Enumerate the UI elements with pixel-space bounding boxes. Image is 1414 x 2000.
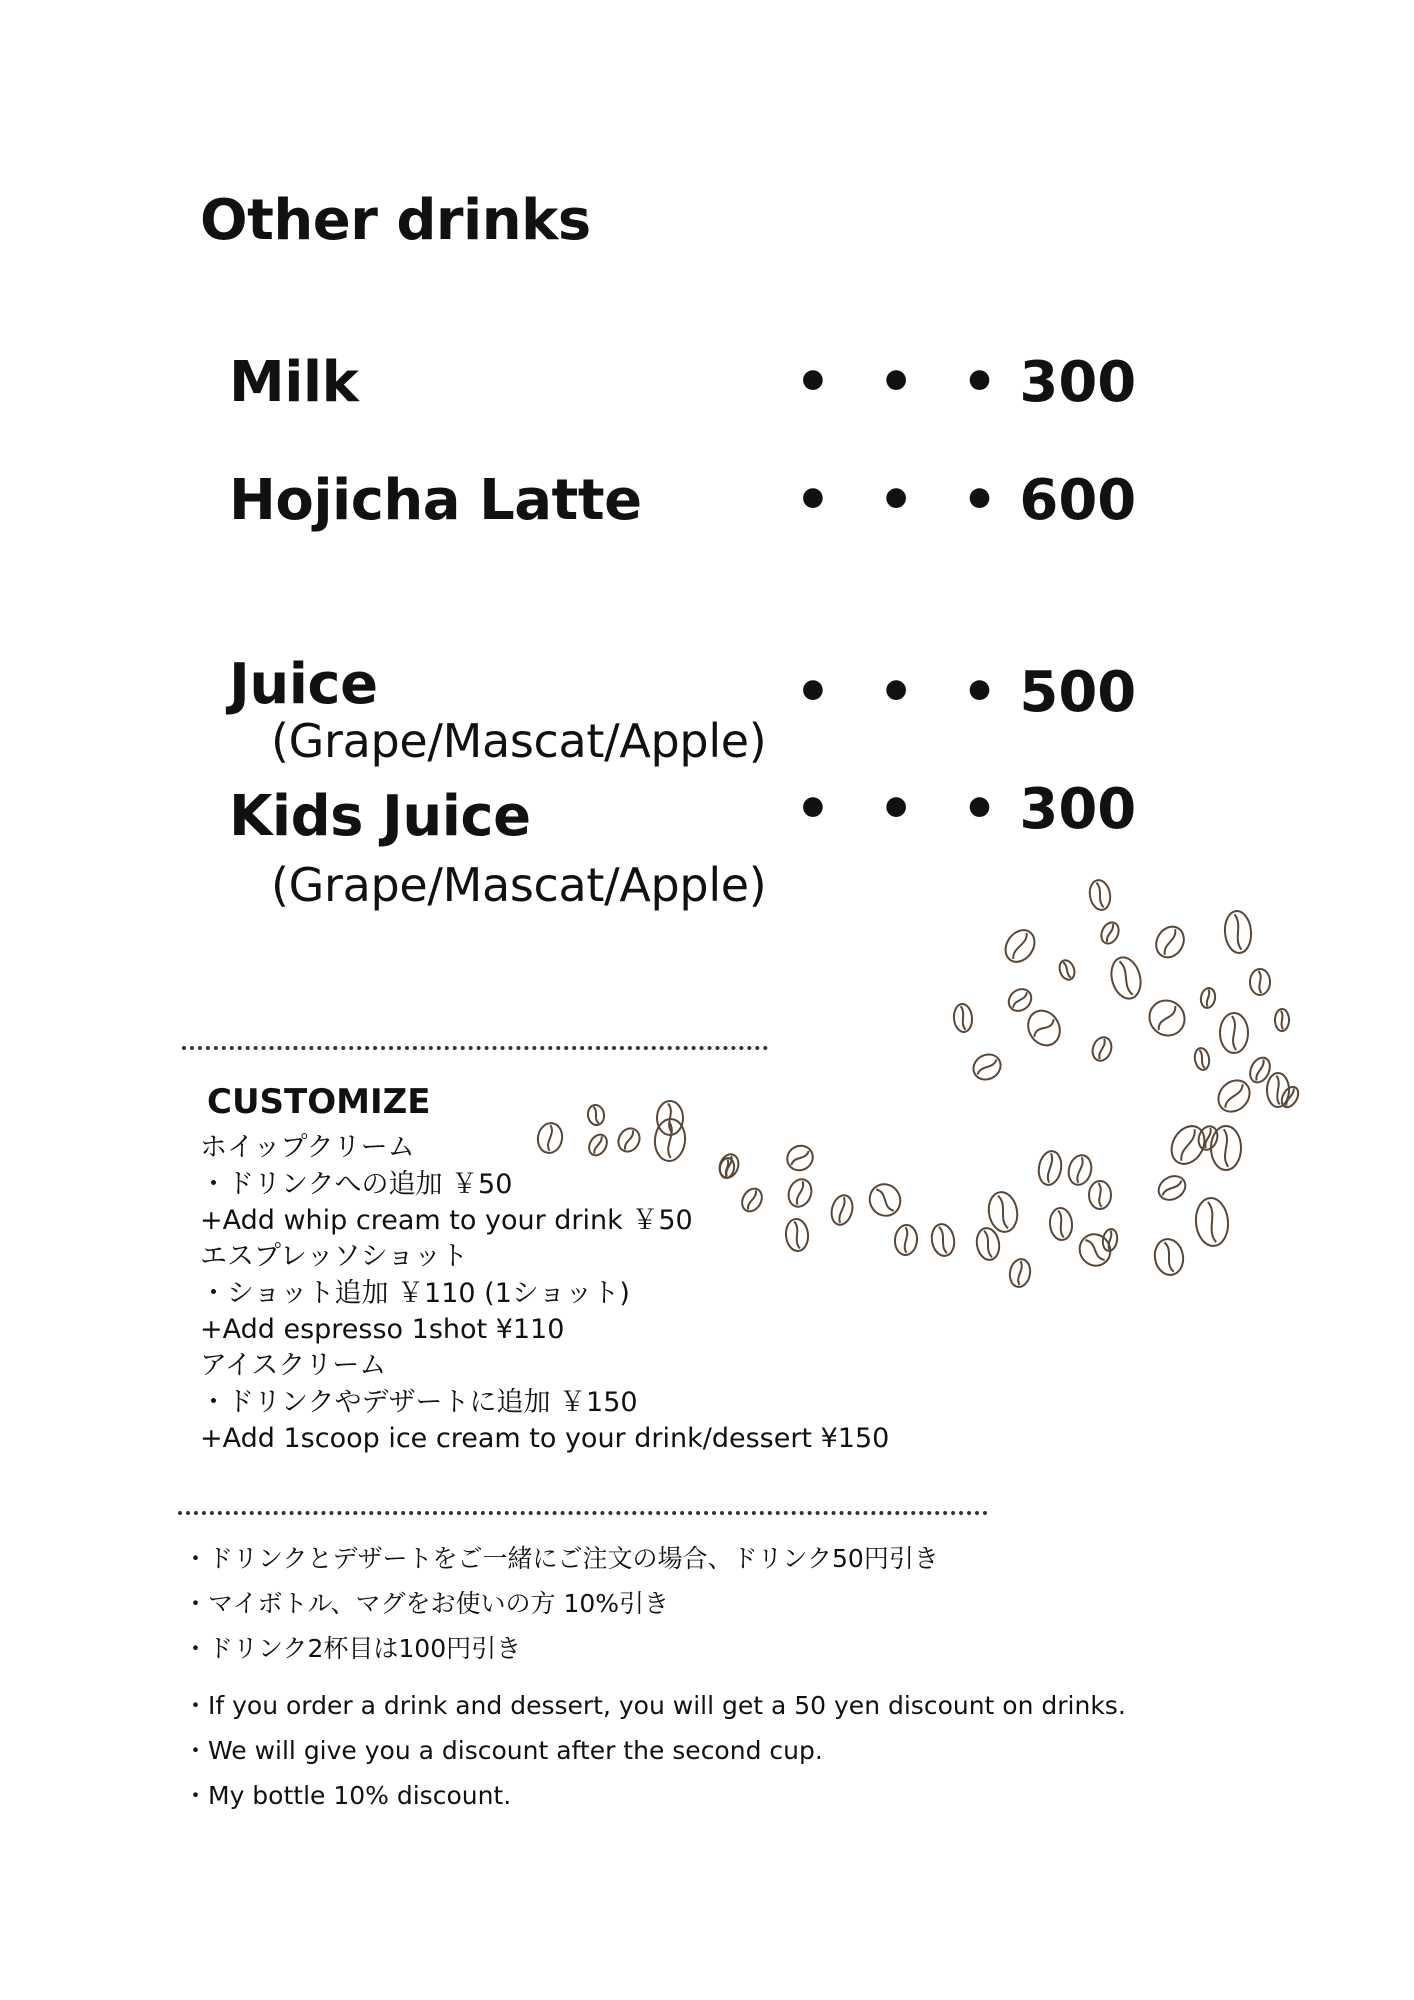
price-leader-dots: • • • — [795, 350, 1012, 415]
coffee-bean-icon — [1008, 1257, 1033, 1288]
coffee-bean-icon — [1195, 1124, 1220, 1153]
coffee-bean-icon — [1211, 1126, 1241, 1170]
menu-item-name: Kids Juice — [229, 784, 531, 849]
coffee-bean-icon — [1057, 958, 1077, 982]
menu-item-subtitle: (Grape/Mascat/Apple) — [271, 714, 767, 768]
discount-note-en: ・If you order a drink and dessert, you will get a 50 yen discount on drinks. — [183, 1691, 1126, 1720]
coffee-bean-icon — [1220, 1013, 1248, 1053]
coffee-bean-icon — [653, 1118, 687, 1162]
customize-line: +Add whip cream to your drink ￥50 — [200, 1205, 693, 1236]
customize-line: アイスクリーム — [200, 1350, 387, 1381]
page-title: Other drinks — [200, 188, 591, 253]
customize-line: +Add espresso 1shot ¥110 — [200, 1314, 565, 1345]
coffee-bean-icon — [1151, 922, 1190, 963]
coffee-bean-icon — [1065, 1153, 1094, 1188]
coffee-bean-icon — [953, 1003, 973, 1032]
coffee-bean-icon — [718, 1157, 735, 1179]
coffee-bean-icon — [1004, 985, 1035, 1016]
coffee-bean-icon — [1142, 993, 1191, 1042]
coffee-bean-icon — [1101, 1228, 1119, 1252]
price-value: 300 — [1019, 350, 1137, 415]
coffee-bean-icon — [1165, 1120, 1211, 1170]
coffee-bean-icon — [1194, 1197, 1230, 1248]
coffee-bean-icon — [1036, 1149, 1064, 1186]
coffee-bean-icon — [536, 1121, 565, 1155]
coffee-bean-icon — [1275, 1009, 1289, 1031]
dotted-divider — [178, 1511, 988, 1515]
coffee-bean-icon — [783, 1141, 818, 1175]
coffee-bean-icon — [1152, 1237, 1186, 1277]
coffee-bean-icon — [1193, 1047, 1211, 1071]
coffee-bean-icon — [738, 1185, 766, 1215]
coffee-bean-icon — [828, 1193, 855, 1227]
coffee-bean-icon — [1246, 1054, 1273, 1085]
coffee-bean-icon — [716, 1152, 741, 1181]
customize-line: エスプレッソショット — [200, 1241, 469, 1272]
coffee-bean-icon — [586, 1104, 605, 1126]
customize-line: ・ドリンクへの追加 ￥50 — [200, 1169, 513, 1200]
menu-item-price — [795, 660, 1136, 725]
coffee-bean-icon — [1223, 910, 1253, 954]
menu-item-price — [795, 468, 1136, 533]
coffee-bean-icon — [614, 1125, 643, 1156]
customize-line: +Add 1scoop ice cream to your drink/dessert ¥150 — [200, 1423, 890, 1454]
discount-note-jp: ・ドリンク2杯目は100円引き — [183, 1634, 522, 1663]
customize-heading: CUSTOMIZE — [207, 1082, 431, 1122]
coffee-bean-icon — [1049, 1207, 1074, 1241]
coffee-bean-icon — [1212, 1074, 1256, 1118]
coffee-bean-icon — [586, 1131, 611, 1158]
discount-note-jp: ・マイボトル、マグをお使いの方 10%引き — [183, 1589, 670, 1618]
coffee-bean-icon — [1154, 1171, 1189, 1204]
menu-item-subtitle: (Grape/Mascat/Apple) — [271, 858, 767, 912]
coffee-bean-icon — [864, 1179, 906, 1222]
coffee-bean-icon — [1022, 1005, 1066, 1051]
coffee-bean-icon — [969, 1050, 1005, 1085]
price-leader-dots: • • • — [795, 468, 1012, 533]
coffee-bean-icon — [1000, 925, 1041, 968]
coffee-bean-icon — [986, 1190, 1021, 1234]
coffee-bean-icon — [1074, 1228, 1117, 1271]
coffee-bean-icon — [929, 1222, 956, 1257]
customize-line: ・ショット追加 ￥110 (1ショット) — [200, 1278, 630, 1309]
coffee-bean-icon — [785, 1218, 810, 1252]
price-leader-dots: • • • — [795, 777, 1012, 842]
price-value: 500 — [1019, 660, 1137, 725]
coffee-bean-icon — [1250, 969, 1270, 995]
coffee-bean-icon — [1088, 878, 1113, 911]
price-value: 300 — [1019, 777, 1137, 842]
coffee-bean-icon — [894, 1224, 919, 1256]
coffee-bean-icon — [657, 1101, 683, 1135]
coffee-bean-icon — [1089, 1035, 1114, 1064]
customize-line: ホイップクリーム — [200, 1132, 415, 1163]
menu-item-name: Milk — [229, 350, 359, 415]
coffee-bean-icon — [1098, 920, 1122, 947]
coffee-bean-icon — [1278, 1084, 1301, 1110]
menu-item-price — [795, 777, 1136, 842]
customize-line: ・ドリンクやデザートに追加 ￥150 — [200, 1387, 638, 1418]
menu-item-name: Hojicha Latte — [229, 468, 642, 533]
discount-note-en: ・We will give you a discount after the second cup. — [183, 1736, 823, 1765]
coffee-bean-icon — [1199, 987, 1216, 1009]
discount-note-en: ・My bottle 10% discount. — [183, 1781, 512, 1810]
price-value: 600 — [1019, 468, 1137, 533]
discount-note-jp: ・ドリンクとデザートをご一緒にご注文の場合、ドリンク50円引き — [183, 1544, 939, 1573]
menu-item-price — [795, 350, 1136, 415]
menu-item-name: Juice — [229, 652, 378, 717]
price-leader-dots: • • • — [795, 660, 1012, 725]
coffee-bean-icon — [974, 1226, 1001, 1261]
coffee-bean-icon — [1107, 954, 1145, 1002]
coffee-bean-icon — [1267, 1073, 1289, 1107]
coffee-bean-icon — [1089, 1181, 1111, 1209]
coffee-bean-icon — [785, 1176, 815, 1210]
dotted-divider — [182, 1046, 768, 1050]
